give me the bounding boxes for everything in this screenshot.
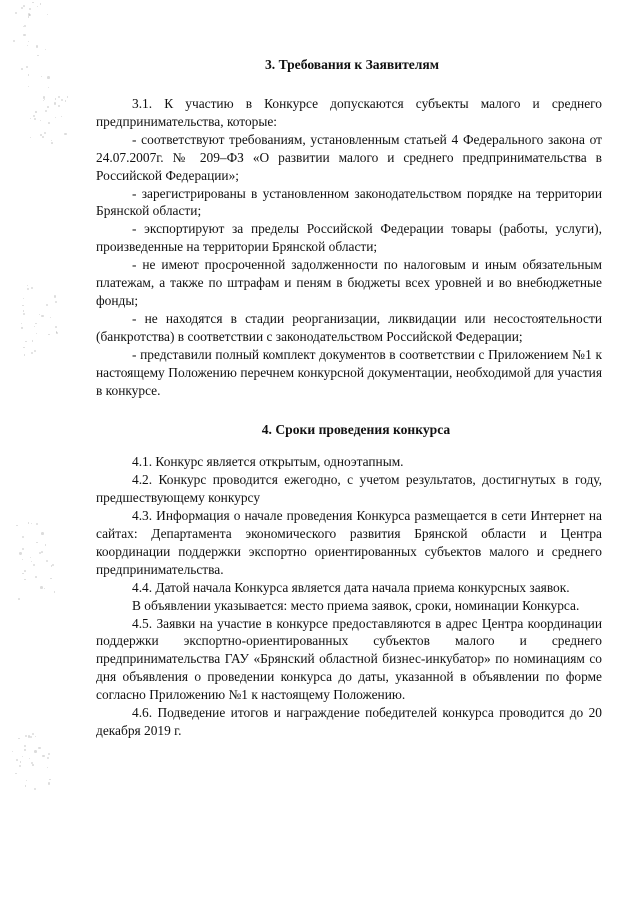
paragraph-4-2: 4.2. Конкурс проводится ежегодно, с учетом результатов, достигнутых в году, предшествующему конкурсу bbox=[96, 472, 602, 506]
scan-speck bbox=[64, 133, 67, 136]
scan-speck bbox=[47, 14, 48, 15]
scan-speck bbox=[24, 749, 25, 750]
scan-speck bbox=[34, 788, 36, 790]
paragraph-4-6: 4.6. Подведение итогов и награждение победителей конкурса проводится до 20 декабря 2019 г. bbox=[96, 705, 602, 738]
scan-speck bbox=[36, 45, 38, 47]
scan-speck bbox=[34, 350, 36, 352]
scan-speck bbox=[34, 326, 35, 327]
scan-speck bbox=[31, 352, 33, 354]
scan-speck bbox=[29, 14, 31, 16]
scan-speck bbox=[22, 559, 23, 560]
scan-speck bbox=[21, 323, 22, 324]
scan-speck bbox=[40, 120, 41, 121]
scan-speck bbox=[43, 96, 45, 98]
scan-speck bbox=[35, 736, 36, 737]
scan-speck bbox=[24, 745, 26, 747]
scan-speck bbox=[48, 122, 50, 124]
scan-speck bbox=[12, 751, 13, 752]
requirement-item: - представили полный комплект документов в соответствии с Приложением №1 к настоящему Положению перечнем конкурсной документации, необходимой для участия в конкурсе. bbox=[96, 346, 602, 398]
scan-speck bbox=[13, 40, 15, 42]
scan-speck bbox=[46, 560, 48, 562]
scan-speck bbox=[23, 313, 25, 315]
scan-speck bbox=[55, 326, 57, 328]
section-3-heading: 3. Требования к Заявителям bbox=[264, 57, 440, 72]
scan-speck bbox=[44, 588, 45, 589]
scan-speck bbox=[54, 102, 57, 105]
scan-speck bbox=[25, 341, 27, 343]
scan-speck bbox=[48, 334, 49, 335]
scan-speck bbox=[32, 2, 34, 4]
scan-speck bbox=[19, 552, 21, 554]
scan-speck bbox=[42, 755, 45, 758]
scan-speck bbox=[34, 118, 36, 120]
scan-speck bbox=[42, 136, 44, 138]
requirement-item: - экспортируют за пределы Российской Федерации товары (работы, услуги), произведенные на территории Брянской области; bbox=[96, 221, 602, 255]
scan-speck bbox=[55, 301, 57, 303]
scan-speck bbox=[27, 45, 28, 46]
scan-speck bbox=[51, 142, 53, 144]
scan-speck bbox=[44, 132, 46, 134]
scan-speck bbox=[23, 298, 24, 299]
scan-speck bbox=[22, 548, 24, 550]
scan-speck bbox=[40, 3, 41, 4]
scan-speck bbox=[40, 134, 42, 136]
scan-speck bbox=[23, 26, 24, 27]
scan-speck bbox=[47, 767, 48, 768]
scan-speck bbox=[48, 782, 50, 784]
paragraph-announcement: В объявлении указывается: место приема заявок, сроки, номинации Конкурса. bbox=[132, 597, 580, 613]
scan-speck bbox=[28, 86, 29, 87]
paragraph-3-1: 3.1. К участию в Конкурсе допускаются субъекты малого и среднего предпринимательства, которые: bbox=[96, 96, 602, 129]
scan-speck bbox=[15, 773, 17, 775]
document-page bbox=[96, 56, 602, 740]
scan-speck bbox=[21, 7, 23, 9]
scan-speck bbox=[30, 736, 32, 738]
scan-speck bbox=[15, 12, 17, 14]
scan-speck bbox=[48, 87, 49, 88]
scan-speck bbox=[32, 733, 34, 735]
scan-speck bbox=[35, 576, 37, 578]
paragraph-4-1: 4.1. Конкурс является открытым, одноэтапным. bbox=[132, 454, 404, 470]
scan-speck bbox=[24, 579, 26, 581]
scan-speck bbox=[21, 68, 23, 70]
scan-speck bbox=[43, 100, 44, 101]
scan-speck bbox=[29, 8, 31, 10]
scan-speck bbox=[44, 99, 45, 100]
scan-speck bbox=[30, 137, 31, 138]
scan-speck bbox=[31, 287, 33, 289]
scan-speck bbox=[33, 564, 35, 566]
scan-speck bbox=[47, 76, 50, 79]
scan-speck bbox=[36, 523, 39, 526]
scan-speck bbox=[55, 98, 56, 99]
scan-speck bbox=[47, 757, 49, 759]
scan-speck bbox=[54, 295, 56, 297]
scan-speck bbox=[24, 354, 26, 356]
requirement-item: - не имеют просроченной задолженности по налоговым и иным обязательным платежам, а также по штрафам и пеням в бюджеты всех уровней и во внебюджетные фонды; bbox=[96, 257, 602, 308]
scan-speck bbox=[37, 55, 39, 57]
scan-speck bbox=[37, 6, 38, 7]
scan-speck bbox=[28, 41, 29, 42]
scan-speck bbox=[45, 544, 46, 545]
scan-speck bbox=[56, 332, 58, 334]
scan-speck bbox=[26, 780, 27, 781]
paragraph-4-5: 4.5. Заявки на участие в конкурсе предоставляются в адрес Центра координации поддержки экспортно-ориентированных субъектов малого и среднего предпринимательства ГАУ «Брянский областной бизнес-инкубатор» по номинациям со дня объявления о проведении конкурса до даты, указанной в объявлении по форме согласно Приложению №1 к настоящему Положению. bbox=[96, 615, 602, 703]
scan-speck bbox=[19, 765, 21, 767]
scan-speck bbox=[47, 106, 49, 108]
scan-speck bbox=[50, 578, 52, 580]
requirement-item: - зарегистрированы в установленном законодательством порядке на территории Брянской области; bbox=[96, 185, 602, 219]
scan-speck bbox=[30, 118, 31, 119]
requirement-item: - соответствуют требованиям, установленным статьей 4 Федерального закона от 24.07.2007г. № 209–ФЗ «О развитии малого и среднего предпринимательства в Российской Федерации»; bbox=[96, 131, 602, 183]
scan-speck bbox=[65, 100, 67, 102]
paragraph-4-3: 4.3. Информация о начале проведения Конкурса размещается в сети Интернет на сайтах: Департамента экономического развития Брянской области и Центра координации поддержки экспортно ориентированных субъектов малого и среднего предпринимательства. bbox=[96, 508, 602, 577]
scan-speck bbox=[31, 561, 32, 562]
scan-speck bbox=[21, 327, 22, 328]
scan-speck bbox=[41, 76, 42, 77]
scan-speck bbox=[34, 750, 37, 753]
scan-speck bbox=[23, 34, 26, 37]
scan-speck bbox=[61, 116, 62, 117]
scan-speck bbox=[28, 74, 30, 76]
scan-speck bbox=[67, 96, 69, 98]
scan-speck bbox=[27, 285, 28, 286]
scan-speck bbox=[58, 96, 60, 98]
scan-speck bbox=[32, 340, 33, 341]
scan-speck bbox=[22, 536, 24, 538]
paragraph-4-4: 4.4. Датой начала Конкурса является дата начала приема конкурсных заявок. bbox=[132, 579, 570, 595]
scan-speck bbox=[49, 779, 51, 781]
scan-speck bbox=[26, 66, 28, 68]
section-4-heading: 4. Сроки проведения конкурса bbox=[261, 422, 451, 438]
scan-speck bbox=[20, 761, 21, 762]
scan-speck bbox=[23, 347, 25, 349]
scan-speck bbox=[41, 551, 43, 553]
scan-noise-left-margin bbox=[0, 0, 90, 905]
scan-speck bbox=[58, 105, 60, 107]
scan-speck bbox=[40, 586, 43, 589]
scan-speck bbox=[45, 110, 47, 112]
scan-speck bbox=[46, 304, 48, 306]
scan-speck bbox=[22, 305, 24, 307]
requirement-item: - не находятся в стадии реорганизации, ликвидации или несостоятельности (банкротства) в соответствии с законодательством Российской Федерации; bbox=[96, 310, 602, 344]
scan-speck bbox=[36, 542, 37, 543]
scan-speck bbox=[31, 523, 32, 524]
scan-speck bbox=[28, 522, 30, 524]
scan-speck bbox=[35, 323, 37, 325]
scan-speck bbox=[36, 111, 37, 112]
scan-speck bbox=[23, 5, 25, 7]
scan-speck bbox=[23, 310, 25, 312]
scan-speck bbox=[45, 49, 46, 50]
scan-speck bbox=[18, 738, 19, 739]
scan-speck bbox=[24, 570, 26, 572]
scan-speck bbox=[22, 756, 23, 757]
scan-speck bbox=[61, 99, 63, 101]
scan-speck bbox=[28, 16, 30, 18]
scan-speck bbox=[54, 591, 56, 593]
scan-speck bbox=[33, 115, 35, 117]
scan-speck bbox=[16, 525, 18, 527]
scan-speck bbox=[38, 747, 40, 749]
scan-speck bbox=[48, 753, 50, 755]
scan-speck bbox=[30, 557, 31, 558]
scan-speck bbox=[51, 140, 53, 142]
scan-speck bbox=[22, 573, 24, 575]
scan-speck bbox=[50, 317, 51, 318]
scan-speck bbox=[55, 117, 56, 118]
scan-speck bbox=[16, 759, 18, 761]
scan-speck bbox=[29, 758, 30, 759]
scan-speck bbox=[32, 764, 34, 766]
scan-speck bbox=[24, 25, 26, 27]
scan-speck bbox=[27, 288, 29, 290]
scan-speck bbox=[36, 333, 37, 334]
scan-speck bbox=[25, 785, 26, 786]
scan-speck bbox=[18, 598, 20, 600]
scan-speck bbox=[39, 314, 40, 315]
scan-speck bbox=[41, 532, 44, 535]
scan-speck bbox=[41, 315, 43, 317]
